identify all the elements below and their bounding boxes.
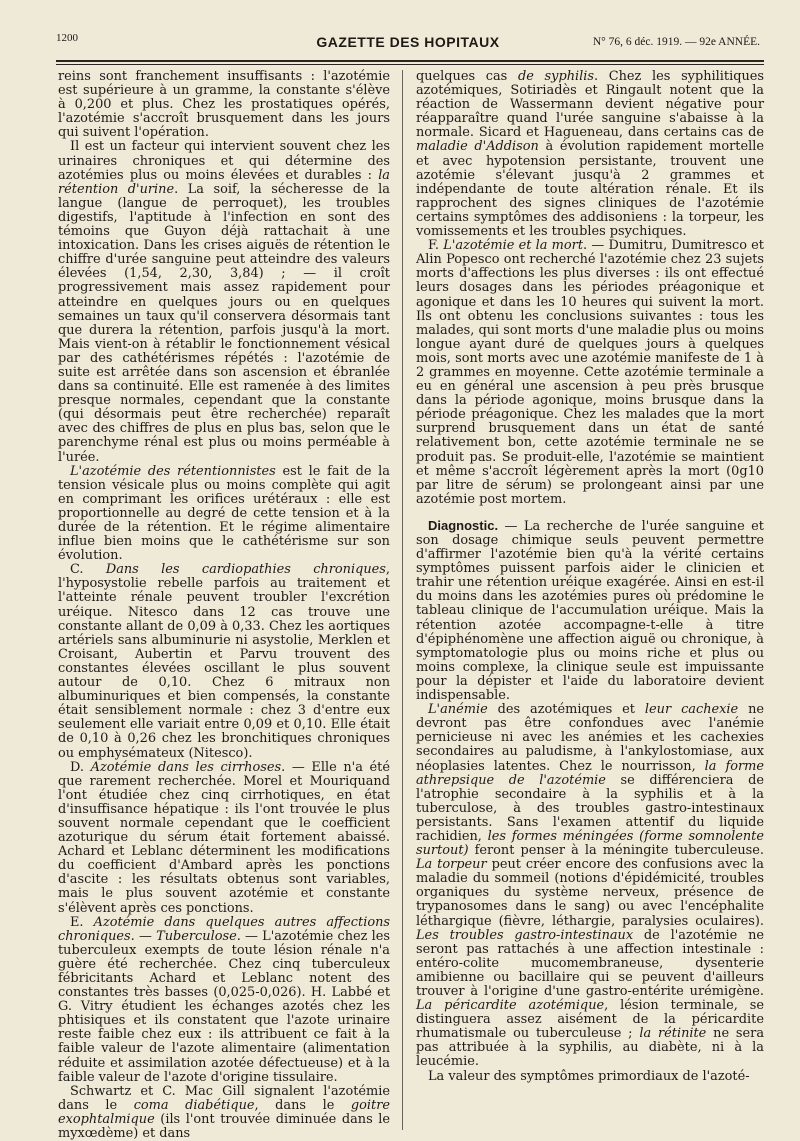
paragraph: Schwartz et C. Mac Gill signalent l'azotémie dans le coma diabétique, dans le goitre exophtalmique (ils l'ont trouvée diminuée dans le myxœdème) et dans [58,1083,390,1141]
header-rule-thin [56,64,764,65]
header-rule-thick [56,60,764,62]
paragraph: Il est un facteur qui intervient souvent chez les urinaires chroniques et qui détermine des azotémies plus ou moins élevées et durables : la rétention d'urine. La soif, la sécheresse de la langue (langue de perroquet), les troubles digestifs, l'aptitude à l'infection en sont des témoins que Guyon déjà rattachait à une intoxication. Dans les crises aiguës de rétention le chiffre d'urée sanguine peut atteindre des valeurs élevées (1,54, 2,30, 3,84) ; — il croît progressivement mais assez rapidement pour atteindre en quelques jours ou en quelques semaines un taux qu'il conservera désormais tant que durera la rétention, parfois jusqu'à la mort. Mais vient-on à rétablir le fonctionnement vésical par des cathétérismes répétés : l'azotémie de suite est arrêtée dans son ascension et ébranlée dans sa continuité. Elle est ramenée à des limites presque normales, cependant que la constante (qui désormais peut être recherchée) reparaît avec des chiffres de plus en plus bas, selon que le parenchyme rénal est plus ou moins perméable à l'urée. [58,139,390,465]
paragraph: E. Azotémie dans quelques autres affections chroniques. — Tuberculose. — L'azotémie chez les tuberculeux exempts de toute lésion rénale n'a guère été recherchée. Chez cinq tuberculeux fébricitants Achard et Leblanc notent des constantes très basses (0,025-0,026). H. Labbé et G. Vitry étudient les échanges azotés chez les phtisiques et ils constatent que l'azote urinaire reste faible chez eux : ils attribuent ce fait à la faible valeur de l'azote alimentaire (alimentation réduite et assimilation azotée défectueuse) et à la faible valeur de l'azote d'origine tissulaire. [58,914,391,1085]
paragraph: L'azotémie des rétentionnistes est le fait de la tension vésicale plus ou moins complète qui agit en comprimant les orifices urétéraux : elle est proportionnelle au degré de cette tension et à la durée de la rétention. Et le régime alimentaire influe bien moins que le cathétérisme sur son évolution. [58,463,390,564]
paragraph: La valeur des symptômes primordiaux de l'azoté- [428,1068,750,1084]
page-header [56,24,760,64]
paragraph: C. Dans les cardiopathies chroniques, l'hyposystolie rebelle parfois au traitement et l'atteinte rénale peuvent troubler l'excrétion uréique. Nitesco dans 12 cas trouve une constante allant de 0,09 à 0,33. Chez les aortiques artériels sans albuminurie ni asystolie, Merklen et Croisant, Aubertin et Parvu trouvent des constantes élevées oscillant le plus souvent autour de 0,10. Chez 6 mitraux non albuminuriques et bien compensés, la constante était sensiblement normale : chez 3 d'entre eux seulement elle variait entre 0,09 et 0,10. Elle était de 0,10 à 0,26 chez les bronchitiques chroniques ou emphysémateux (Nitesco). [58,562,390,761]
paragraph: reins sont franchement insuffisants : l'azotémie est supérieure à un gramme, la constante s'élève à 0,200 et plus. Chez les prostatiques opérés, l'azotémie s'accroît brusquement dans les jours qui suivent l'opération. [58,69,390,141]
diagnostic-section: Diagnostic. — La recherche de l'urée sanguine et son dosage chimique seuls peuvent permettre d'affirmer l'azotémie bien qu'à la vérité certains symptômes puissent parfois aider le clinicien et trahir une rétention uréique exagérée. Ainsi en est-il du moins dans les azotémies pures où prédomine le tableau clinique de l'accumulation uréique. Mais la rétention azotée accompagne-t-elle à titre d'épiphénomène une affection aiguë ou chronique, à symptomatologie plus ou moins riche et plus ou moins complexe, la clinique seule est impuissante pour la dépister et l'aide du laboratoire devient indispensable. [416,517,764,704]
section-heading: Diagnostic. [428,517,499,533]
paragraph: quelques cas de syphilis. Chez les syphilitiques azotémiques, Sotiriadès et Ringault notent que la réaction de Wassermann devient négative pour réapparaître quand l'urée sanguine s'abaisse à la normale. Sicard et Hagueneau, dans certains cas de maladie d'Addison à évolution rapidement mortelle et avec hypotension persistante, trouvent une azotémie s'élevant jusqu'à 2 grammes et indépendante de toute altération rénale. Et ils rapprochent des signes cliniques de l'azotémie certains symptômes des addisoniens : la torpeur, les vomissements et les troubles psychiques. [416,69,764,240]
journal-title: GAZETTE DES HOPITAUX [316,34,500,50]
paragraph: F. L'azotémie et la mort. — Dumitru, Dumitresco et Alin Popesco ont recherché l'azotémie chez 23 sujets morts d'affections les plus diverses : ils ont effectué leurs dosages dans les périodes préagonique et agonique et dans les 10 heures qui suivent la mort. Ils ont obtenu les conclusions suivantes : tous les malades, qui sont morts d'une maladie plus ou moins longue ayant duré de quelques jours à quelques mois, sont morts avec une azotémie manifeste de 1 à 2 grammes en moyenne. Cette azotémie terminale a eu en général une ascension à peu près brusque dans la période agonique, moins brusque dans la période préagonique. Chez les malades que la mort surprend brusquement dans un état de santé relativement bon, cette azotémie terminale ne se produit pas. Se produit-elle, l'azotémie se maintient et même s'accroît légèrement après la mort (0g10 par litre de sérum) se prolongeant ainsi par une azotémie post mortem. [416,238,764,507]
right-column [416,70,764,1084]
issue-info: N° 76, 6 déc. 1919. — 92e ANNÉE. [592,36,760,48]
paragraph: L'anémie des azotémiques et leur cachexie ne devront pas être confondues avec l'anémie pernicieuse ni avec les anémies et les cachexies secondaires au paludisme, à l'ankylostomiase, aux néoplasies latentes. Chez le nourrisson, la forme athrepsique de l'azotémie se différenciera de l'atrophie secondaire à la syphilis et à la tuberculose, à des troubles gastro-intestinaux persistants. Sans l'examen attentif du liquide rachidien, les formes méningées (forme somnolente surtout) feront penser à la méningite tuberculeuse. La torpeur peut créer encore des confusions avec la maladie du sommeil (notions d'épidémicité, troubles organiques du système nerveux, présence de trypanosomes dans le sang) ou avec l'encéphalite léthargique (fièvre, léthargie, paralysies oculaires). Les troubles gastro-intestinaux de l'azotémie ne seront pas rattachés à une affection intestinale : entéro-colite mucomembraneuse, dysenterie amibienne ou bacillaire qui se peuvent d'ailleurs trouver à l'origine d'une gastro-entérite urémigène. La péricardite azotémique, lésion terminale, se distinguera assez aisément de la péricardite rhumatismale ou tuberculeuse ; la rétinite ne sera pas attribuée à la syphilis, au diabète, ni à la leucémie. [416,702,765,1070]
left-column [58,70,390,1141]
paragraph: D. Azotémie dans les cirrhoses. — Elle n'a été que rarement recherchée. Morel et Mouriquand l'ont étudiée chez cinq cirrhotiques, en état d'insuffisance hépatique : ils l'ont trouvée le plus souvent normale cependant que le coefficient azoturique du sérum était fortement abaissé. Achard et Leblanc déterminent les modifications du coefficient d'Ambard après les ponctions d'ascite : les résultats obtenus sont variables, mais le plus souvent azotémie et constante s'élèvent après ces ponctions. [58,759,390,916]
page-number: 1200 [56,32,78,44]
column-divider [402,70,403,1130]
